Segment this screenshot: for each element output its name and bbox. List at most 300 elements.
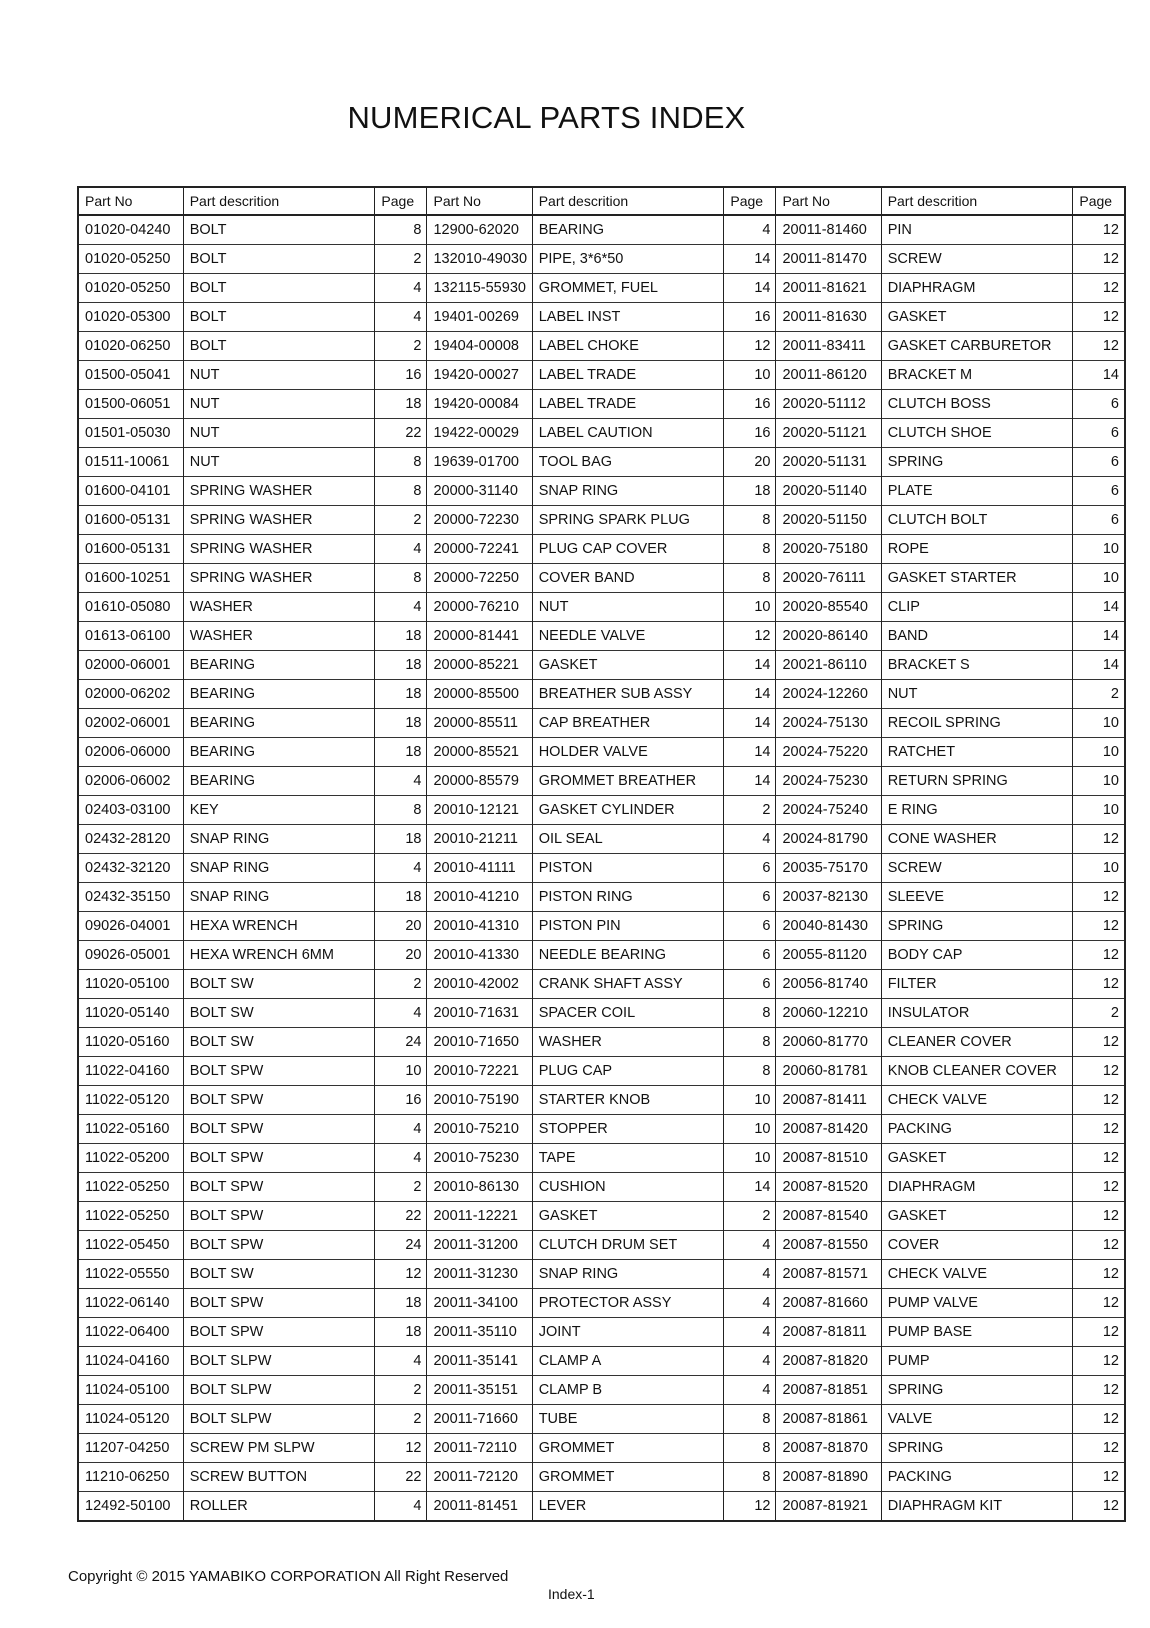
part-no-cell: 20037-82130 <box>776 883 881 912</box>
page-cell: 12 <box>1073 1347 1125 1376</box>
part-description-cell: BOLT <box>183 303 375 332</box>
part-description-cell: CHECK VALVE <box>881 1086 1073 1115</box>
part-no-cell: 20087-81550 <box>776 1231 881 1260</box>
page-cell: 16 <box>375 361 427 390</box>
part-description-cell: GASKET <box>532 651 724 680</box>
page-cell: 12 <box>1073 1492 1125 1522</box>
part-description-cell: PACKING <box>881 1115 1073 1144</box>
part-description-cell: WASHER <box>532 1028 724 1057</box>
page-cell: 18 <box>375 680 427 709</box>
part-description-cell: BRACKET M <box>881 361 1073 390</box>
part-description-cell: SPACER COIL <box>532 999 724 1028</box>
page-title: NUMERICAL PARTS INDEX <box>347 100 746 135</box>
page-cell: 8 <box>724 506 776 535</box>
part-description-cell: GROMMET BREATHER <box>532 767 724 796</box>
page-cell: 4 <box>375 1347 427 1376</box>
part-description-cell: PUMP <box>881 1347 1073 1376</box>
page-cell: 10 <box>1073 564 1125 593</box>
table-row <box>78 419 1125 448</box>
part-no-cell: 20020-51150 <box>776 506 881 535</box>
page-cell: 20 <box>375 912 427 941</box>
part-no-cell: 20020-76111 <box>776 564 881 593</box>
page-cell: 2 <box>375 506 427 535</box>
part-no-cell: 20087-81510 <box>776 1144 881 1173</box>
page-cell: 4 <box>375 767 427 796</box>
part-no-cell: 02432-32120 <box>78 854 183 883</box>
part-no-cell: 132115-55930 <box>427 274 532 303</box>
part-description-cell: CLIP <box>881 593 1073 622</box>
page-cell: 4 <box>375 593 427 622</box>
part-no-cell: 20020-51112 <box>776 390 881 419</box>
part-description-cell: SNAP RING <box>532 477 724 506</box>
part-no-cell: 20000-72230 <box>427 506 532 535</box>
table-row <box>78 1463 1125 1492</box>
part-description-cell: PISTON RING <box>532 883 724 912</box>
part-no-cell: 20060-12210 <box>776 999 881 1028</box>
page-cell: 2 <box>1073 680 1125 709</box>
part-description-cell: OIL SEAL <box>532 825 724 854</box>
part-no-cell: 20010-12121 <box>427 796 532 825</box>
part-no-cell: 20020-51140 <box>776 477 881 506</box>
page-cell: 14 <box>1073 361 1125 390</box>
page-cell: 12 <box>375 1260 427 1289</box>
page-cell: 2 <box>724 796 776 825</box>
part-no-cell: 20020-75180 <box>776 535 881 564</box>
part-no-cell: 01020-05250 <box>78 274 183 303</box>
table-header-row <box>78 187 1125 215</box>
part-description-cell: RATCHET <box>881 738 1073 767</box>
page-cell: 14 <box>1073 622 1125 651</box>
part-no-cell: 19422-00029 <box>427 419 532 448</box>
part-no-cell: 20010-71650 <box>427 1028 532 1057</box>
part-description-cell: BOLT SW <box>183 1260 375 1289</box>
part-no-cell: 11022-05250 <box>78 1173 183 1202</box>
part-description-cell: NUT <box>183 448 375 477</box>
part-description-cell: PIN <box>881 215 1073 245</box>
page-cell: 10 <box>724 593 776 622</box>
part-description-cell: SPRING <box>881 448 1073 477</box>
table-row <box>78 1260 1125 1289</box>
page-cell: 2 <box>375 245 427 274</box>
page-cell: 14 <box>1073 593 1125 622</box>
part-no-cell: 20000-31140 <box>427 477 532 506</box>
page-cell: 8 <box>375 215 427 245</box>
part-no-cell: 11022-05250 <box>78 1202 183 1231</box>
part-description-cell: SCREW BUTTON <box>183 1463 375 1492</box>
parts-index-table <box>77 186 1126 1522</box>
part-no-cell: 20011-31200 <box>427 1231 532 1260</box>
part-no-cell: 20055-81120 <box>776 941 881 970</box>
part-no-cell: 20000-72241 <box>427 535 532 564</box>
part-description-cell: SPRING SPARK PLUG <box>532 506 724 535</box>
part-no-cell: 20011-83411 <box>776 332 881 361</box>
part-no-cell: 20060-81781 <box>776 1057 881 1086</box>
page-cell: 8 <box>724 1434 776 1463</box>
page-cell: 18 <box>375 1318 427 1347</box>
page-cell: 10 <box>724 361 776 390</box>
table-row <box>78 1434 1125 1463</box>
part-no-cell: 01511-10061 <box>78 448 183 477</box>
page-cell: 4 <box>375 535 427 564</box>
page-cell: 4 <box>375 303 427 332</box>
page-cell: 12 <box>1073 912 1125 941</box>
table-row <box>78 361 1125 390</box>
part-no-cell: 20011-72120 <box>427 1463 532 1492</box>
page-cell: 4 <box>375 1492 427 1522</box>
part-no-cell: 01020-05250 <box>78 245 183 274</box>
page-cell: 10 <box>724 1086 776 1115</box>
page-cell: 8 <box>375 448 427 477</box>
part-no-cell: 20087-81861 <box>776 1405 881 1434</box>
part-no-cell: 20000-85521 <box>427 738 532 767</box>
part-no-cell: 20010-41310 <box>427 912 532 941</box>
part-no-cell: 20087-81420 <box>776 1115 881 1144</box>
table-row <box>78 825 1125 854</box>
part-no-cell: 20087-81540 <box>776 1202 881 1231</box>
header-page: Page <box>375 187 427 215</box>
header-part-description: Part descrition <box>881 187 1073 215</box>
table-row <box>78 1405 1125 1434</box>
page-cell: 12 <box>1073 970 1125 999</box>
part-no-cell: 20035-75170 <box>776 854 881 883</box>
part-no-cell: 02432-28120 <box>78 825 183 854</box>
part-description-cell: CLUTCH BOSS <box>881 390 1073 419</box>
part-no-cell: 01600-05131 <box>78 506 183 535</box>
part-description-cell: SPRING WASHER <box>183 506 375 535</box>
page-cell: 18 <box>375 883 427 912</box>
page-cell: 12 <box>1073 215 1125 245</box>
table-row <box>78 680 1125 709</box>
part-no-cell: 20011-72110 <box>427 1434 532 1463</box>
part-description-cell: NUT <box>183 361 375 390</box>
table-row <box>78 1202 1125 1231</box>
part-description-cell: PLUG CAP <box>532 1057 724 1086</box>
header-part-description: Part descrition <box>532 187 724 215</box>
page-cell: 22 <box>375 1202 427 1231</box>
page-cell: 24 <box>375 1028 427 1057</box>
part-no-cell: 20011-81630 <box>776 303 881 332</box>
part-description-cell: HEXA WRENCH 6MM <box>183 941 375 970</box>
page-cell: 12 <box>1073 1289 1125 1318</box>
part-description-cell: BEARING <box>183 680 375 709</box>
part-no-cell: 20000-85221 <box>427 651 532 680</box>
page-cell: 12 <box>1073 1405 1125 1434</box>
part-no-cell: 20011-81621 <box>776 274 881 303</box>
table-row <box>78 912 1125 941</box>
part-description-cell: BOLT <box>183 274 375 303</box>
table-row <box>78 1173 1125 1202</box>
part-description-cell: LABEL CHOKE <box>532 332 724 361</box>
part-description-cell: CLUTCH DRUM SET <box>532 1231 724 1260</box>
part-no-cell: 20087-81921 <box>776 1492 881 1522</box>
part-description-cell: LEVER <box>532 1492 724 1522</box>
page-cell: 18 <box>375 709 427 738</box>
part-no-cell: 20024-75130 <box>776 709 881 738</box>
part-no-cell: 01020-05300 <box>78 303 183 332</box>
part-no-cell: 11020-05140 <box>78 999 183 1028</box>
part-no-cell: 20000-76210 <box>427 593 532 622</box>
part-description-cell: BREATHER SUB ASSY <box>532 680 724 709</box>
part-description-cell: SPRING WASHER <box>183 477 375 506</box>
part-no-cell: 20011-81460 <box>776 215 881 245</box>
part-description-cell: BOLT SPW <box>183 1173 375 1202</box>
part-description-cell: BOLT SW <box>183 999 375 1028</box>
page-cell: 20 <box>724 448 776 477</box>
page-cell: 4 <box>375 1115 427 1144</box>
page-cell: 6 <box>1073 506 1125 535</box>
page-cell: 18 <box>375 825 427 854</box>
part-description-cell: BOLT SPW <box>183 1289 375 1318</box>
page-cell: 12 <box>1073 1434 1125 1463</box>
page-cell: 2 <box>375 1173 427 1202</box>
part-description-cell: PIPE, 3*6*50 <box>532 245 724 274</box>
page-cell: 2 <box>375 1376 427 1405</box>
part-description-cell: HOLDER VALVE <box>532 738 724 767</box>
page-cell: 10 <box>1073 738 1125 767</box>
part-description-cell: DIAPHRAGM <box>881 1173 1073 1202</box>
page-cell: 6 <box>1073 477 1125 506</box>
part-no-cell: 01600-10251 <box>78 564 183 593</box>
part-no-cell: 20000-85579 <box>427 767 532 796</box>
part-no-cell: 01501-05030 <box>78 419 183 448</box>
page-cell: 14 <box>724 738 776 767</box>
page-cell: 2 <box>375 970 427 999</box>
part-description-cell: SPRING <box>881 912 1073 941</box>
page-cell: 14 <box>724 274 776 303</box>
part-no-cell: 20087-81811 <box>776 1318 881 1347</box>
page-cell: 12 <box>1073 245 1125 274</box>
part-no-cell: 11022-05160 <box>78 1115 183 1144</box>
part-description-cell: CLUTCH SHOE <box>881 419 1073 448</box>
page-cell: 12 <box>1073 1057 1125 1086</box>
part-no-cell: 20010-75210 <box>427 1115 532 1144</box>
part-no-cell: 20024-12260 <box>776 680 881 709</box>
part-no-cell: 20000-81441 <box>427 622 532 651</box>
part-description-cell: BOLT SPW <box>183 1086 375 1115</box>
page-number: Index-1 <box>548 1586 595 1602</box>
part-description-cell: NUT <box>532 593 724 622</box>
table-row <box>78 332 1125 361</box>
part-description-cell: BOLT SPW <box>183 1115 375 1144</box>
part-description-cell: KEY <box>183 796 375 825</box>
page-cell: 2 <box>724 1202 776 1231</box>
table-row <box>78 709 1125 738</box>
page-cell: 4 <box>724 1289 776 1318</box>
page-cell: 12 <box>1073 1260 1125 1289</box>
part-no-cell: 01500-06051 <box>78 390 183 419</box>
page-cell: 12 <box>1073 1173 1125 1202</box>
page-cell: 14 <box>724 245 776 274</box>
part-no-cell: 19404-00008 <box>427 332 532 361</box>
part-no-cell: 19639-01700 <box>427 448 532 477</box>
header-part-no: Part No <box>776 187 881 215</box>
page-cell: 6 <box>724 941 776 970</box>
part-description-cell: ROLLER <box>183 1492 375 1522</box>
part-no-cell: 20000-72250 <box>427 564 532 593</box>
part-description-cell: GASKET <box>532 1202 724 1231</box>
page-cell: 12 <box>724 622 776 651</box>
part-description-cell: SLEEVE <box>881 883 1073 912</box>
table-row <box>78 1376 1125 1405</box>
table-row <box>78 622 1125 651</box>
header-part-no: Part No <box>78 187 183 215</box>
part-description-cell: JOINT <box>532 1318 724 1347</box>
page-cell: 18 <box>375 651 427 680</box>
part-no-cell: 01020-06250 <box>78 332 183 361</box>
part-no-cell: 20020-85540 <box>776 593 881 622</box>
page-cell: 12 <box>1073 1318 1125 1347</box>
part-no-cell: 02432-35150 <box>78 883 183 912</box>
part-no-cell: 02002-06001 <box>78 709 183 738</box>
part-no-cell: 20010-41111 <box>427 854 532 883</box>
part-description-cell: GASKET <box>881 1202 1073 1231</box>
table-row <box>78 1492 1125 1522</box>
page-cell: 10 <box>724 1144 776 1173</box>
part-description-cell: CLAMP B <box>532 1376 724 1405</box>
part-description-cell: CONE WASHER <box>881 825 1073 854</box>
page-cell: 12 <box>1073 1202 1125 1231</box>
part-no-cell: 20024-75240 <box>776 796 881 825</box>
part-description-cell: LABEL INST <box>532 303 724 332</box>
table-row <box>78 1347 1125 1376</box>
page-cell: 18 <box>375 622 427 651</box>
page-cell: 16 <box>375 1086 427 1115</box>
page-cell: 10 <box>1073 854 1125 883</box>
part-description-cell: SNAP RING <box>183 883 375 912</box>
page-cell: 12 <box>1073 883 1125 912</box>
part-description-cell: GROMMET, FUEL <box>532 274 724 303</box>
part-description-cell: LABEL CAUTION <box>532 419 724 448</box>
table-row <box>78 1318 1125 1347</box>
part-no-cell: 20010-75230 <box>427 1144 532 1173</box>
part-no-cell: 20087-81520 <box>776 1173 881 1202</box>
page-cell: 12 <box>1073 332 1125 361</box>
part-description-cell: BEARING <box>183 767 375 796</box>
table-row <box>78 970 1125 999</box>
part-description-cell: DIAPHRAGM KIT <box>881 1492 1073 1522</box>
page-cell: 10 <box>1073 767 1125 796</box>
table-row <box>78 1057 1125 1086</box>
part-no-cell: 02006-06002 <box>78 767 183 796</box>
part-description-cell: SNAP RING <box>183 825 375 854</box>
page-cell: 12 <box>375 1434 427 1463</box>
page-cell: 16 <box>724 419 776 448</box>
part-description-cell: BEARING <box>183 709 375 738</box>
header-part-no: Part No <box>427 187 532 215</box>
part-description-cell: PACKING <box>881 1463 1073 1492</box>
page-cell: 4 <box>724 1318 776 1347</box>
part-no-cell: 11210-06250 <box>78 1463 183 1492</box>
part-description-cell: CLUTCH BOLT <box>881 506 1073 535</box>
part-no-cell: 20011-81470 <box>776 245 881 274</box>
part-no-cell: 19420-00084 <box>427 390 532 419</box>
page-cell: 4 <box>724 1347 776 1376</box>
part-description-cell: PISTON <box>532 854 724 883</box>
part-description-cell: STARTER KNOB <box>532 1086 724 1115</box>
page-cell: 6 <box>1073 448 1125 477</box>
part-no-cell: 20024-75220 <box>776 738 881 767</box>
page-cell: 8 <box>724 535 776 564</box>
table-row <box>78 651 1125 680</box>
part-no-cell: 20040-81430 <box>776 912 881 941</box>
part-description-cell: BODY CAP <box>881 941 1073 970</box>
page-cell: 8 <box>724 1057 776 1086</box>
part-no-cell: 19420-00027 <box>427 361 532 390</box>
table-row <box>78 999 1125 1028</box>
page-cell: 8 <box>724 564 776 593</box>
table-row <box>78 448 1125 477</box>
page-cell: 4 <box>724 1231 776 1260</box>
part-description-cell: BOLT SLPW <box>183 1347 375 1376</box>
part-description-cell: GASKET STARTER <box>881 564 1073 593</box>
page-cell: 6 <box>724 912 776 941</box>
page-cell: 12 <box>724 1492 776 1522</box>
part-description-cell: BOLT SPW <box>183 1318 375 1347</box>
page-cell: 4 <box>375 1144 427 1173</box>
part-no-cell: 20010-71631 <box>427 999 532 1028</box>
part-description-cell: BEARING <box>532 215 724 245</box>
part-description-cell: GROMMET <box>532 1463 724 1492</box>
part-no-cell: 02000-06001 <box>78 651 183 680</box>
part-no-cell: 20000-85511 <box>427 709 532 738</box>
part-no-cell: 20011-35141 <box>427 1347 532 1376</box>
page-cell: 10 <box>1073 796 1125 825</box>
part-no-cell: 12492-50100 <box>78 1492 183 1522</box>
page-cell: 10 <box>375 1057 427 1086</box>
part-description-cell: INSULATOR <box>881 999 1073 1028</box>
part-description-cell: CLAMP A <box>532 1347 724 1376</box>
page-cell: 20 <box>375 941 427 970</box>
part-description-cell: BEARING <box>183 738 375 767</box>
part-description-cell: BOLT <box>183 332 375 361</box>
page-cell: 12 <box>1073 825 1125 854</box>
page-cell: 2 <box>375 1405 427 1434</box>
part-description-cell: TUBE <box>532 1405 724 1434</box>
part-description-cell: BOLT SPW <box>183 1231 375 1260</box>
part-no-cell: 11020-05100 <box>78 970 183 999</box>
part-no-cell: 20011-35110 <box>427 1318 532 1347</box>
part-description-cell: RETURN SPRING <box>881 767 1073 796</box>
part-description-cell: ROPE <box>881 535 1073 564</box>
table-row <box>78 796 1125 825</box>
table-row <box>78 738 1125 767</box>
part-description-cell: BOLT <box>183 245 375 274</box>
part-description-cell: DIAPHRAGM <box>881 274 1073 303</box>
table-row <box>78 564 1125 593</box>
page-cell: 4 <box>724 825 776 854</box>
part-no-cell: 11022-05550 <box>78 1260 183 1289</box>
part-no-cell: 20010-41210 <box>427 883 532 912</box>
page-cell: 16 <box>724 390 776 419</box>
page-cell: 12 <box>1073 1086 1125 1115</box>
part-no-cell: 20011-34100 <box>427 1289 532 1318</box>
part-no-cell: 09026-04001 <box>78 912 183 941</box>
page-cell: 8 <box>724 1463 776 1492</box>
part-no-cell: 02403-03100 <box>78 796 183 825</box>
part-no-cell: 20011-35151 <box>427 1376 532 1405</box>
page-cell: 6 <box>724 970 776 999</box>
part-no-cell: 01610-05080 <box>78 593 183 622</box>
page-cell: 8 <box>724 1028 776 1057</box>
page-cell: 12 <box>1073 1463 1125 1492</box>
page-cell: 4 <box>724 1260 776 1289</box>
part-no-cell: 02006-06000 <box>78 738 183 767</box>
part-description-cell: COVER <box>881 1231 1073 1260</box>
part-description-cell: GASKET <box>881 1144 1073 1173</box>
part-no-cell: 20087-81820 <box>776 1347 881 1376</box>
part-no-cell: 20010-41330 <box>427 941 532 970</box>
part-description-cell: LABEL TRADE <box>532 361 724 390</box>
